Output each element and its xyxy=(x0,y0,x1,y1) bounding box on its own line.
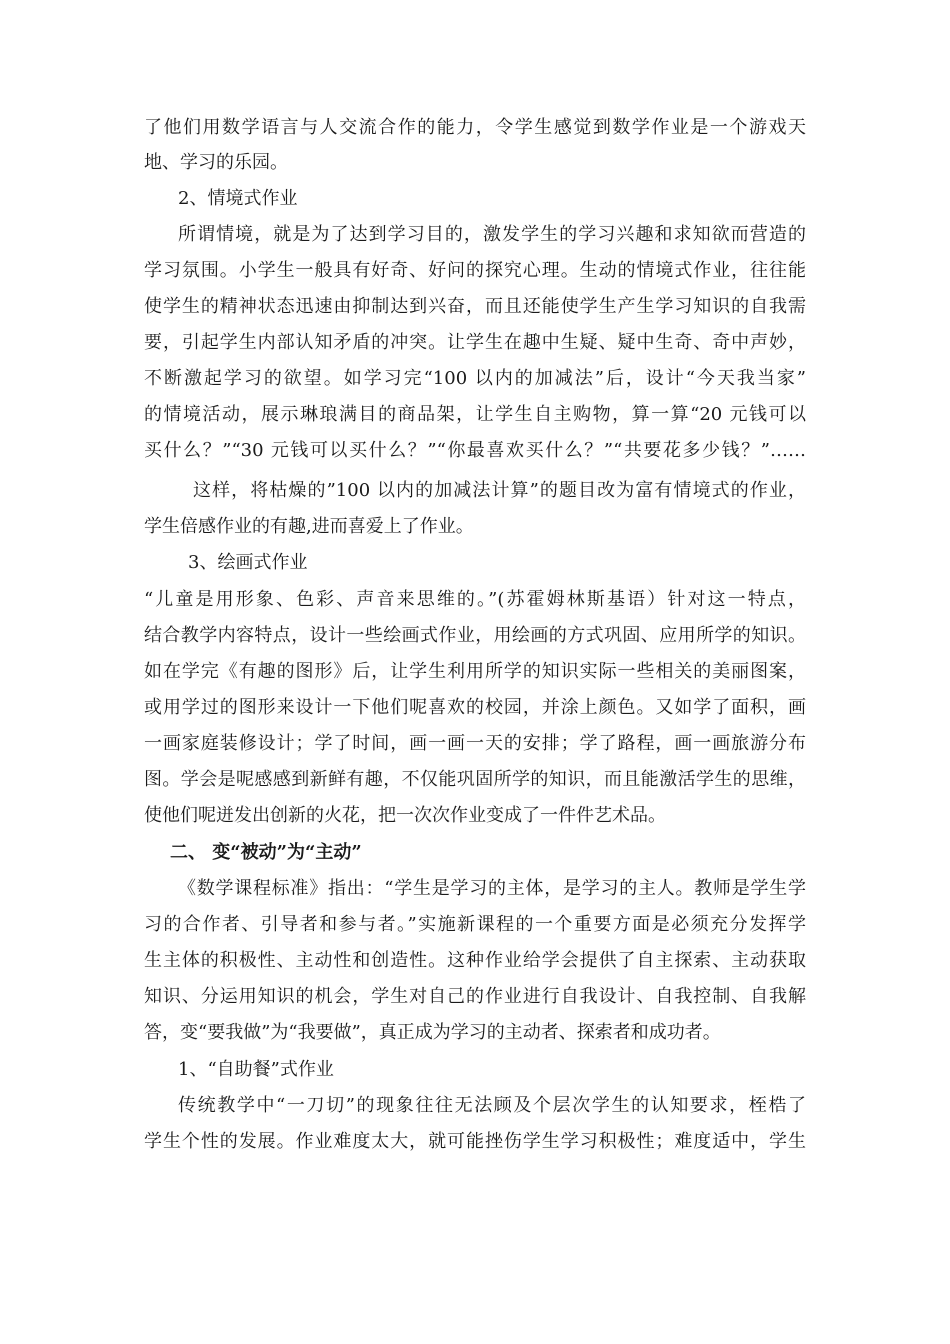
text-line: 要，引起学生内部认知矛盾的冲突。让学生在趣中生疑、疑中生奇、奇中声妙， xyxy=(144,332,806,353)
text-line: 生主体的积极性、主动性和创造性。这种作业给学会提供了自主探索、主动获取 xyxy=(144,950,806,971)
text-line: 或用学过的图形来设计一下他们呢喜欢的校园，并涂上颜色。又如学了面积，画 xyxy=(144,697,806,718)
text-line: 图。学会是呢感感到新鲜有趣，不仅能巩固所学的知识，而且能激活学生的思维， xyxy=(144,769,806,790)
text-line: 这样，将枯燥的”100 以内的加减法计算”的题目改为富有情境式的作业， xyxy=(193,480,806,501)
text-line: 所谓情境，就是为了达到学习目的，激发学生的学习兴趣和求知欲而营造的 xyxy=(178,224,806,245)
text-line: 的情境活动，展示琳琅满目的商品架，让学生自主购物，算一算“20 元钱可以 xyxy=(144,404,806,425)
text-line: 习的合作者、引导者和参与者。”实施新课程的一个重要方面是必须充分发挥学 xyxy=(144,914,806,935)
text-line: 2、情境式作业 xyxy=(178,188,298,209)
text-line: 如在学完《有趣的图形》后，让学生利用所学的知识实际一些相关的美丽图案， xyxy=(144,661,806,682)
text-line: 地、学习的乐园。 xyxy=(144,152,288,173)
text-line: 1、“自助餐”式作业 xyxy=(178,1059,334,1080)
text-line: 《数学课程标准》指出：“学生是学习的主体，是学习的主人。教师是学生学 xyxy=(178,878,806,899)
text-line: 学习氛围。小学生一般具有好奇、好问的探究心理。生动的情境式作业，往往能 xyxy=(144,260,806,281)
text-line: 答，变“要我做”为“我要做”，真正成为学习的主动者、探索者和成功者。 xyxy=(144,1022,721,1043)
text-line: 传统教学中“一刀切”的现象往往无法顾及个层次学生的认知要求，桎梏了 xyxy=(178,1095,806,1116)
text-line: 学生个性的发展。作业难度太大，就可能挫伤学生学习积极性；难度适中，学生 xyxy=(144,1131,806,1152)
text-line: 使学生的精神状态迅速由抑制达到兴奋，而且还能使学生产生学习知识的自我需 xyxy=(144,296,806,317)
text-line: 3、绘画式作业 xyxy=(188,552,308,573)
text-line: 学生倍感作业的有趣,进而喜爱上了作业。 xyxy=(144,516,474,537)
text-line: 不断激起学习的欲望。如学习完“100 以内的加减法”后，设计“今天我当家” xyxy=(144,368,806,389)
text-line: 结合教学内容特点，设计一些绘画式作业，用绘画的方式巩固、应用所学的知识。 xyxy=(144,625,806,646)
text-line: “儿童是用形象、色彩、声音来思维的。”(苏霍姆林斯基语）针对这一特点， xyxy=(144,589,806,610)
text-line: 知识、分运用知识的机会，学生对自己的作业进行自我设计、自我控制、自我解 xyxy=(144,986,806,1007)
section-heading: 二、 变“被动”为“主动” xyxy=(170,842,362,863)
text-line: 买什么？”“30 元钱可以买什么？”“你最喜欢买什么？”“共要花多少钱？”…… xyxy=(144,440,806,461)
text-line: 使他们呢迸发出创新的火花，把一次次作业变成了一件件艺术品。 xyxy=(144,805,666,826)
text-line: 了他们用数学语言与人交流合作的能力，令学生感觉到数学作业是一个游戏天 xyxy=(144,117,806,138)
text-line: 一画家庭装修设计；学了时间，画一画一天的安排；学了路程，画一画旅游分布 xyxy=(144,733,806,754)
